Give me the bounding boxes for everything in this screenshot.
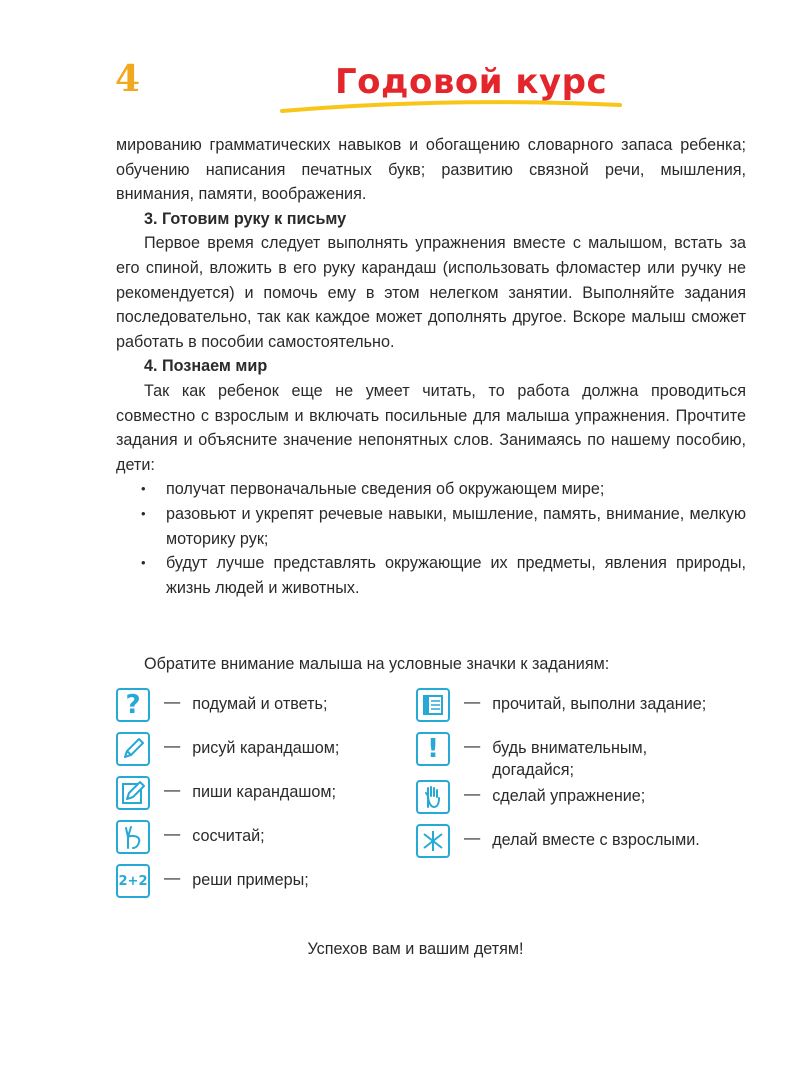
section-4-text: Так как ребенок еще не умеет читать, то работа должна проводиться совместно с взрослым и включать посильные для малыша упражнения. Прочтите задания и объясните значение непонятных слов. Занимаясь по нашему пособию, дети: (116, 381, 746, 474)
exclamation-icon: ! (416, 732, 450, 766)
legend-label: делай вместе с взрослыми. (492, 831, 700, 849)
list-item: • будут лучше представлять окружающие их предметы, явления природы, жизнь людей и животных. (116, 551, 746, 600)
page-number: 4 (115, 58, 141, 100)
together-icon (416, 824, 450, 858)
notice-text: Обратите внимание малыша на условные значки к заданиям: (144, 655, 610, 673)
legend-item (116, 864, 309, 898)
legend-item (116, 688, 327, 722)
hand-icon (416, 780, 450, 814)
benefits-list (116, 477, 746, 600)
math-glyph: 2+2 (118, 873, 148, 889)
legend-dash: — (164, 825, 181, 843)
list-item: • разовьют и укрепят речевые навыки, мышление, память, внимание, мелкую моторику рук; (116, 502, 746, 551)
legend-dash: — (164, 781, 181, 799)
intro-paragraph: мированию грамматических навыков и обогащению словарного запаса ребенка; обучению написания печатных букв; развитию связной речи, мышления, внимания, памяти, воображения. (116, 136, 746, 204)
legend-item (116, 732, 339, 766)
legend-item (116, 776, 336, 810)
header-underline (280, 95, 625, 115)
section-3-title: 3. Готовим руку к письму (144, 209, 347, 228)
legend-item (116, 820, 265, 854)
legend-dash: — (464, 785, 481, 803)
legend-item (416, 732, 677, 781)
legend-label: рисуй карандашом; (192, 739, 340, 757)
closing-text: Успехов вам и вашим детям! (307, 940, 524, 958)
write-icon (116, 776, 150, 810)
section-3-text: Первое время следует выполнять упражнения вместе с малышом, встать за его спиной, вложить в его руку карандаш (использовать фломастер или ручку не рекомендуется) и помочь ему в этом нелегком занятии. Выполняйте задания последовательно, так как каждое может дополнять другое. Вскоре малыш сможет работать в пособии самостоятельно. (116, 234, 746, 351)
legend-label: реши примеры; (192, 871, 309, 889)
legend-label: пиши карандашом; (192, 783, 336, 801)
question-icon: ? (116, 688, 150, 722)
legend-item (416, 688, 706, 722)
book-icon (416, 688, 450, 722)
legend-label: прочитай, выполни задание; (492, 695, 707, 713)
legend-dash: — (464, 829, 481, 847)
legend-label: подумай и ответь; (192, 695, 328, 713)
header-title: Годовой курс (335, 62, 608, 102)
legend-dash: — (164, 693, 181, 711)
legend-dash: — (464, 737, 481, 755)
legend-label: сделай упражнение; (492, 787, 646, 805)
legend-item (416, 780, 645, 814)
pencil-icon (116, 732, 150, 766)
legend-item (416, 824, 700, 858)
body-text (116, 133, 746, 600)
section-4-title: 4. Познаем мир (144, 357, 268, 376)
legend-label: будь внимательным, догадайся; (492, 739, 648, 779)
legend-dash: — (164, 869, 181, 887)
math-icon (116, 864, 150, 898)
legend-dash: — (464, 693, 481, 711)
legend-dash: — (164, 737, 181, 755)
counting-hand-icon (116, 820, 150, 854)
list-item: • получат первоначальные сведения об окружающем мире; (116, 477, 746, 502)
legend-label: сосчитай; (192, 827, 265, 845)
